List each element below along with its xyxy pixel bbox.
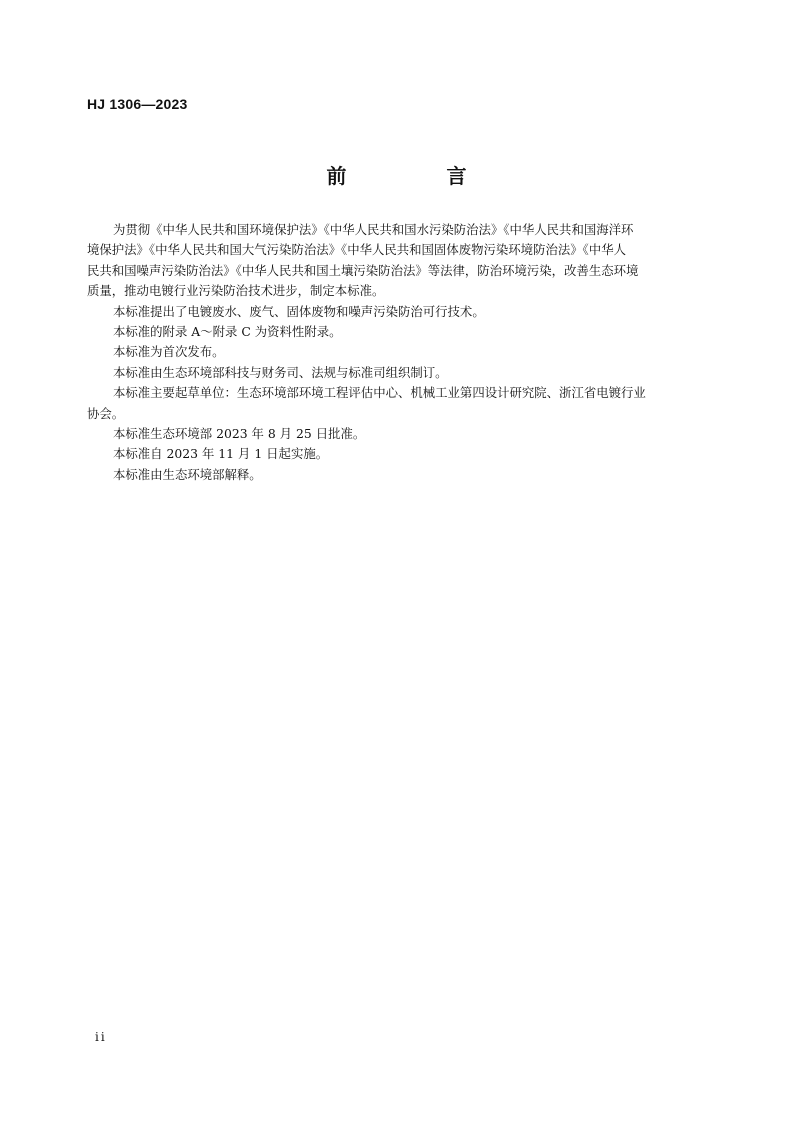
paragraph-drafters <box>87 383 715 424</box>
paragraph-line: 本标准为首次发布。 <box>113 344 225 360</box>
paragraph-first-release <box>87 342 715 362</box>
paragraph-line: 本标准主要起草单位：生态环境部环境工程评估中心、机械工业第四设计研究院、浙江省电镀行业 <box>113 385 646 401</box>
paragraph-line: 本标准由生态环境部解释。 <box>113 466 262 482</box>
paragraph-line: 本标准的附录 A～附录 C 为资料性附录。 <box>113 324 342 340</box>
paragraph-line: 质量，推动电镀行业污染防治技术进步，制定本标准。 <box>87 283 385 299</box>
page-title: 前 言 <box>326 164 507 188</box>
paragraph-line: 本标准提出了电镀废水、废气、固体废物和噪声污染防治可行技术。 <box>113 303 485 319</box>
paragraph-line: 本标准由生态环境部科技与财务司、法规与标准司组织制订。 <box>113 364 448 380</box>
paragraph-line: 境保护法》《中华人民共和国大气污染防治法》《中华人民共和国固体废物污染环境防治法》《中华人 <box>87 242 626 258</box>
paragraph-line: 本标准自 2023 年 11 月 1 日起实施。 <box>113 446 329 462</box>
paragraph-scope <box>87 302 715 322</box>
paragraph-approval-date <box>87 424 715 444</box>
paragraph-effective-date <box>87 444 715 464</box>
paragraph-line: 为贯彻《中华人民共和国环境保护法》《中华人民共和国水污染防治法》《中华人民共和国海洋环 <box>113 222 634 237</box>
paragraph-line: 民共和国噪声污染防治法》《中华人民共和国土壤污染防治法》等法律，防治环境污染，改善生态环境 <box>87 262 639 278</box>
standard-code: HJ 1306—2023 <box>87 96 188 112</box>
paragraph-interpretation <box>87 465 715 485</box>
paragraph-line: 本标准生态环境部 2023 年 8 月 25 日批准。 <box>113 426 366 442</box>
paragraph-line: 协会。 <box>87 405 125 421</box>
page-number: ii <box>95 1030 107 1044</box>
paragraph-organizer <box>87 363 715 383</box>
foreword-body <box>87 220 715 485</box>
paragraph-appendix <box>87 322 715 342</box>
paragraph-purpose <box>87 220 715 302</box>
